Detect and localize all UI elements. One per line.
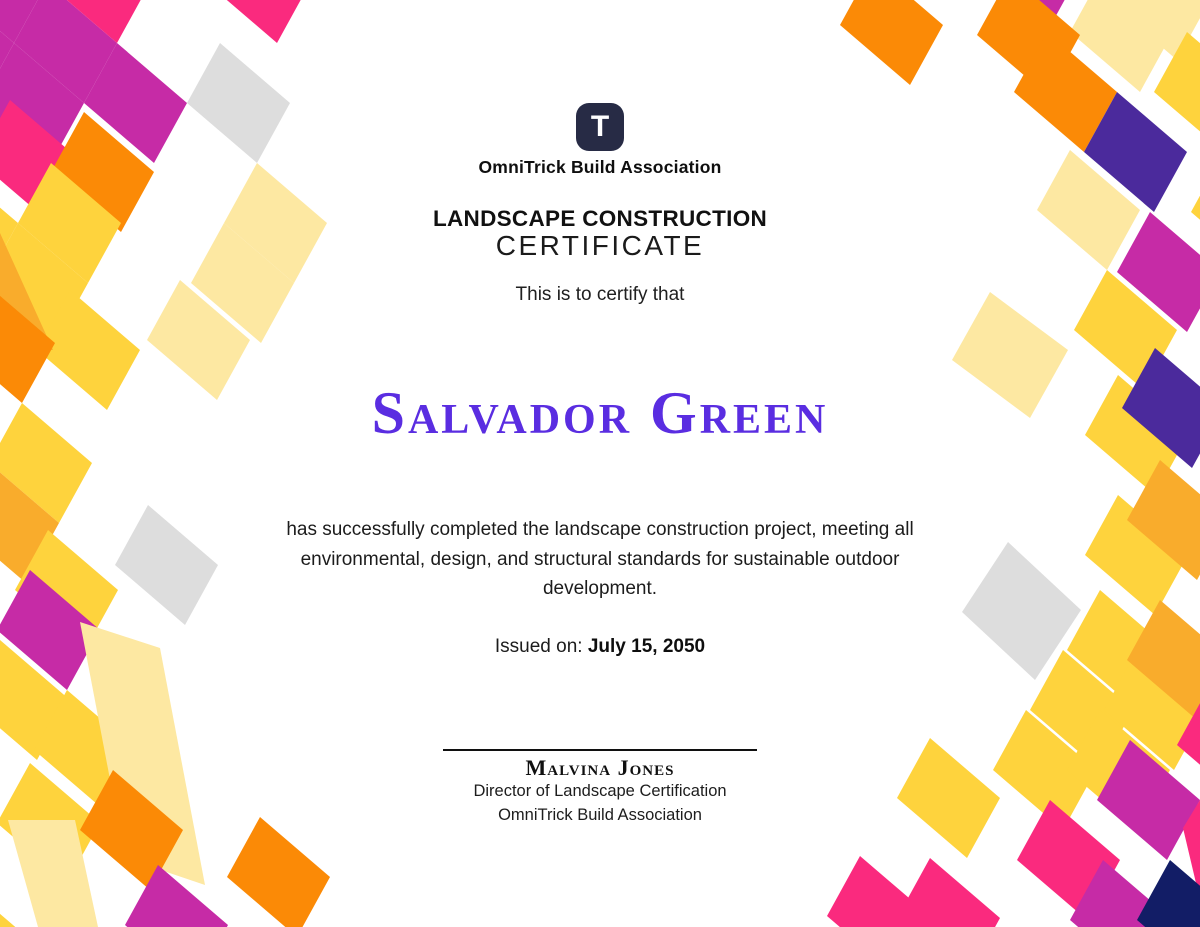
signatory-role: Director of Landscape Certification — [473, 782, 727, 800]
logo-letter: T — [590, 110, 610, 143]
certificate-body-text: has successfully completed the landscape construction project, meeting all environmental, design, and structural standards for sustainable outdoor development. — [286, 519, 914, 599]
certificate-title-line1: LANDSCAPE CONSTRUCTION — [432, 206, 768, 231]
certificate-title-line2: CERTIFICATE — [495, 230, 705, 261]
org-name: OmniTrick Build Association — [478, 157, 722, 177]
recipient-name: Salvador Green — [371, 380, 829, 446]
signature-line — [443, 749, 757, 751]
issued-date: July 15, 2050 — [587, 636, 706, 657]
org-logo-icon — [576, 103, 624, 151]
signatory-name: Malvina Jones — [525, 755, 675, 780]
certify-text: This is to certify that — [515, 284, 685, 305]
issued-line — [0, 636, 1200, 658]
signatory-org: OmniTrick Build Association — [498, 806, 702, 824]
issued-label: Issued on: — [494, 636, 583, 657]
